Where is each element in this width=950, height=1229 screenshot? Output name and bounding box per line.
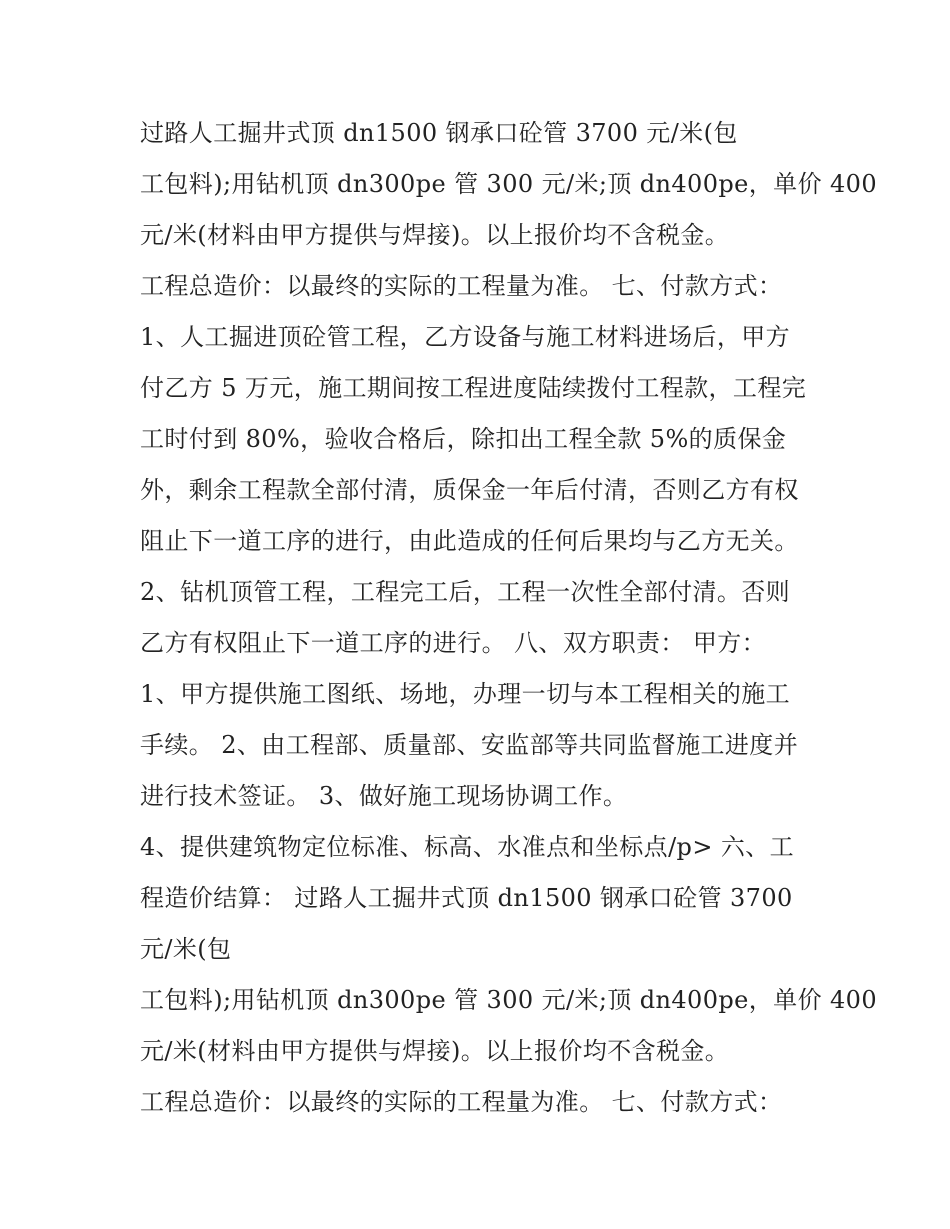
text-line-15: 4、提供建筑物定位标准、标高、水准点和坐标点/p> 六、工 bbox=[140, 833, 795, 861]
text-line-1: 过路人工掘井式顶 dn1500 钢承口砼管 3700 元/米(包 bbox=[140, 119, 738, 147]
text-line-2: 工包料);用钻机顶 dn300pe 管 300 元/米;顶 dn400pe，单价 400 bbox=[140, 170, 878, 198]
text-line-11: 乙方有权阻止下一道工序的进行。 八、双方职责： 甲方： bbox=[140, 629, 767, 657]
text-line-10: 2、钻机顶管工程，工程完工后，工程一次性全部付清。否则 bbox=[140, 578, 791, 606]
text-line-3: 元/米(材料由甲方提供与焊接)。以上报价均不含税金。 bbox=[140, 221, 730, 249]
text-line-16: 程造价结算： 过路人工掘井式顶 dn1500 钢承口砼管 3700 bbox=[140, 884, 793, 912]
text-line-12: 1、甲方提供施工图纸、场地，办理一切与本工程相关的施工 bbox=[140, 680, 791, 708]
text-line-4: 工程总造价：以最终的实际的工程量为准。 七、付款方式： bbox=[140, 272, 783, 300]
text-line-7: 工时付到 80%，验收合格后，除扣出工程全款 5%的质保金 bbox=[140, 425, 787, 453]
text-line-6: 付乙方 5 万元，施工期间按工程进度陆续拨付工程款，工程完 bbox=[140, 374, 807, 402]
text-line-9: 阻止下一道工序的进行，由此造成的任何后果均与乙方无关。 bbox=[140, 527, 799, 555]
text-line-8: 外，剩余工程款全部付清，质保金一年后付清，否则乙方有权 bbox=[140, 476, 799, 504]
document-body bbox=[140, 108, 878, 1128]
text-line-13: 手续。 2、由工程部、质量部、安监部等共同监督施工进度并 bbox=[140, 731, 799, 759]
text-line-20: 工程总造价：以最终的实际的工程量为准。 七、付款方式： bbox=[140, 1088, 783, 1116]
text-line-19: 元/米(材料由甲方提供与焊接)。以上报价均不含税金。 bbox=[140, 1037, 730, 1065]
text-line-14: 进行技术签证。 3、做好施工现场协调工作。 bbox=[140, 782, 628, 810]
text-line-17: 元/米(包 bbox=[140, 935, 232, 963]
text-line-5: 1、人工掘进顶砼管工程，乙方设备与施工材料进场后，甲方 bbox=[140, 323, 791, 351]
text-line-18: 工包料);用钻机顶 dn300pe 管 300 元/米;顶 dn400pe，单价 400 bbox=[140, 986, 878, 1014]
